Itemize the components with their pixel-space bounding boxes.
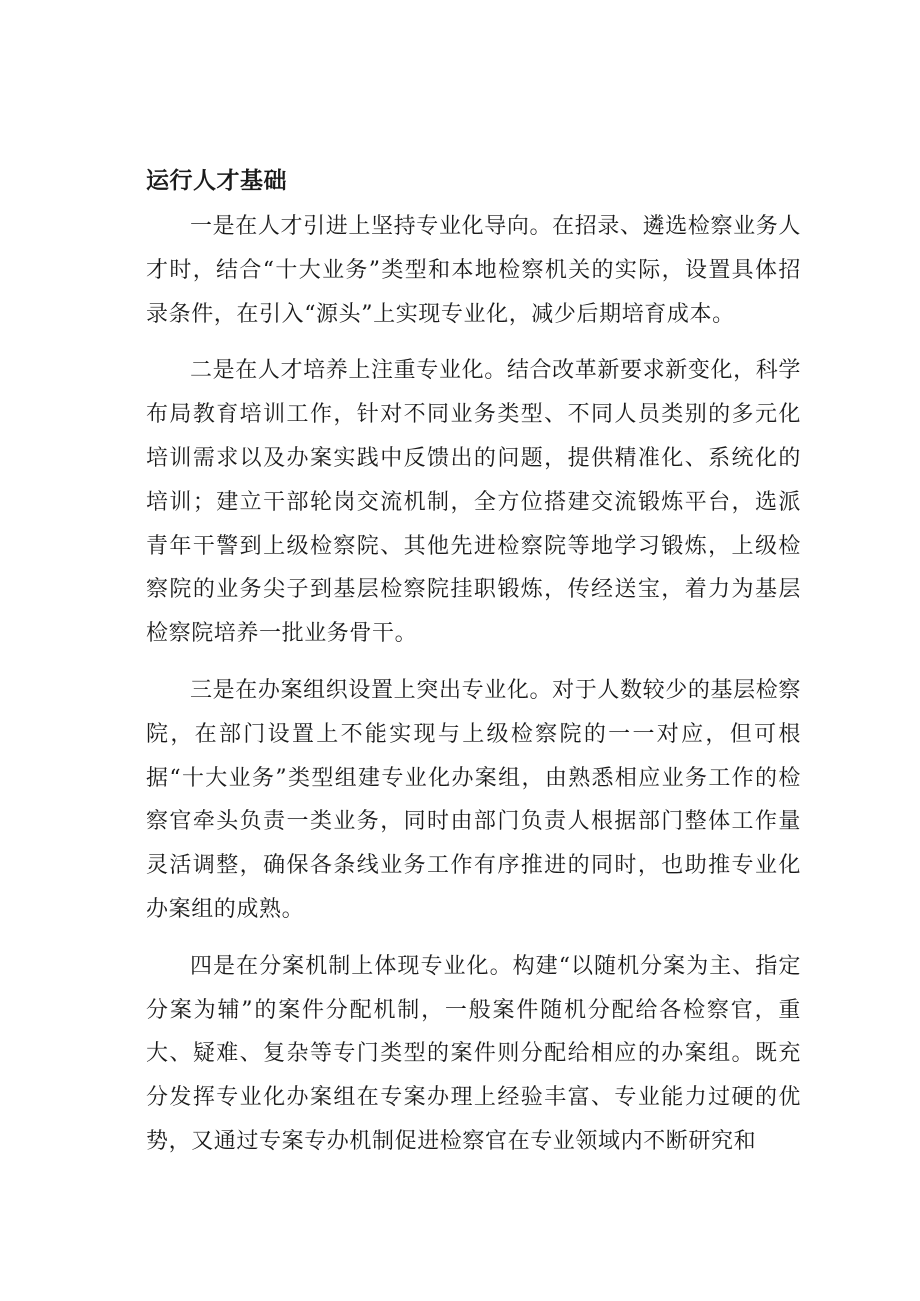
section-heading: 运行人才基础 <box>146 168 287 194</box>
paragraph-talent-recruitment: 一是在人才引进上坚持专业化导向。在招录、遴选检察业务人才时，结合“十大业务”类型和本地检察机关的实际，设置具体招录条件，在引入“源头”上实现专业化，减少后期培育成本。 <box>146 214 801 327</box>
paragraph-case-organization: 三是在办案组织设置上突出专业化。对于人数较少的基层检察院，在部门设置上不能实现与上级检察院的一一对应，但可根据“十大业务”类型组建专业化办案组，由熟悉相应业务工作的检察官牵头负责一类业务，同时由部门负责人根据部门整体工作量灵活调整，确保各条线业务工作有序推进的同时，也助推专业化办案组的成熟。 <box>146 677 801 922</box>
body-text <box>146 205 801 1177</box>
paragraph-talent-training: 二是在人才培养上注重专业化。结合改革新要求新变化，科学布局教育培训工作，针对不同业务类型、不同人员类别的多元化培训需求以及办案实践中反馈出的问题，提供精准化、系统化的培训；建立干部轮岗交流机制，全方位搭建交流锻炼平台，选派青年干警到上级检察院、其他先进检察院等地学习锻炼，上级检察院的业务尖子到基层检察院挂职锻炼，传经送宝，着力为基层检察院培养一批业务骨干。 <box>146 358 801 647</box>
paragraph-case-assignment: 四是在分案机制上体现专业化。构建“以随机分案为主、指定分案为辅”的案件分配机制，一般案件随机分配给各检察官，重大、疑难、复杂等专门类型的案件则分配给相应的办案组。既充分发挥专业化办案组在专案办理上经验丰富、专业能力过硬的优势，又通过专案专办机制促进检察官在专业领域内不断研究和 <box>146 953 801 1154</box>
